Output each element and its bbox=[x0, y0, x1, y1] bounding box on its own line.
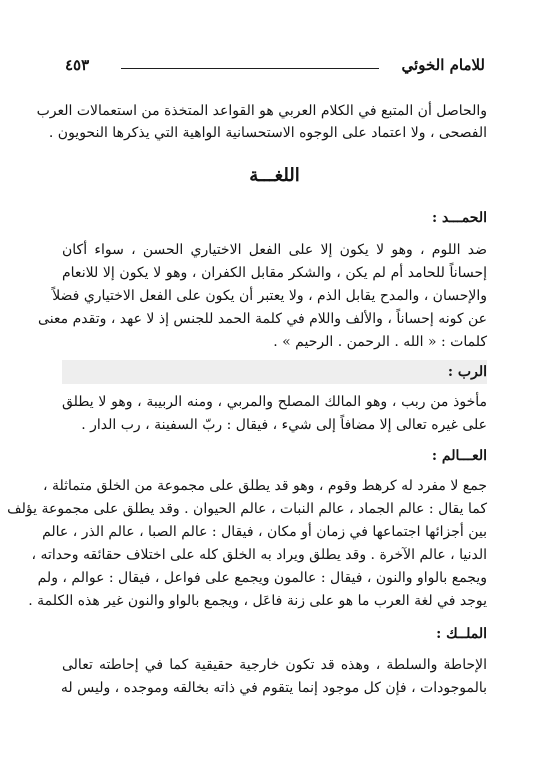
page-header bbox=[65, 50, 485, 80]
entry-line: ضد اللوم ، وهو لا يكون إلا على الفعل الاختياري الحسن ، سواء أكان bbox=[62, 242, 488, 258]
entry-line: كلمات : « الله . الرحمن . الرحيم » . bbox=[273, 334, 487, 350]
entry-term-rabb: الرب : bbox=[447, 364, 487, 380]
entry-line: بين أجزائها اجتماعها في زمان أو مكان ، فيقال : عالم الصبا ، عالم الذر ، عالم bbox=[42, 524, 487, 540]
intro-line: الفصحى ، ولا اعتماد على الوجوه الاستحسانية الواهية التي يذكرها النحويون . bbox=[48, 125, 487, 141]
entry-line: كما يقال : عالم الجماد ، عالم النبات ، عالم الحيوان . وقد يطلق على مجموعة يؤلف bbox=[7, 501, 487, 517]
entry-line: والإحسان ، والمدح يقابل الذم ، ولا يعتبر أن يكون على الفعل الاختياري فضلاً bbox=[52, 288, 487, 304]
entry-line: الإحاطة والسلطة ، وهذه قد تكون خارجية حقيقية كما في إحاطته تعالى bbox=[62, 657, 487, 673]
entry-line: مأخوذ من ربب ، وهو المالك المصلح والمربي ، ومنه الربيبة ، وهو لا يطلق bbox=[62, 394, 487, 410]
page-number: ٤٥٣ bbox=[65, 56, 90, 74]
header-rule bbox=[121, 68, 379, 69]
entry-term-mulk: الملــك : bbox=[436, 626, 487, 642]
entry-term-hamd: الحمـــد : bbox=[432, 210, 487, 226]
entry-line: يوجد في لغة العرب ما هو على زنة فاعَل ، ويجمع بالواو والنون غير هذه الكلمة . bbox=[28, 593, 487, 609]
entry-line: بالموجودات ، فإن كل موجود إنما يتقوم في ذاته بخالقه وموجده ، وليس له bbox=[60, 680, 487, 696]
entry-term-alam: العـــالم : bbox=[431, 448, 487, 464]
entry-line: الدنيا ، عالم الآخرة . وقد يطلق ويراد به الخلق كله على اختلاف حقائقه وحداته ، bbox=[31, 547, 487, 563]
entry-line: جمع لا مفرد له كرهط وقوم ، وهو قد يطلق على مجموعة من الخلق متماثلة ، bbox=[43, 478, 487, 494]
term-highlight bbox=[62, 360, 487, 384]
running-title: للامام الخوئي bbox=[401, 56, 485, 74]
entry-line: إحساناً للحامد أم لم يكن ، والشكر مقابل الكفران ، وهو لا يكون إلا للانعام bbox=[62, 265, 487, 281]
entry-line: على غيره تعالى إلا مضافاً إلى شيء ، فيقال : ربّ السفينة ، رب الدار . bbox=[81, 417, 487, 433]
intro-line: والحاصل أن المتبع في الكلام العربي هو القواعد المتخذة من استعمالات العرب bbox=[36, 103, 487, 119]
section-title: اللغـــة bbox=[249, 165, 300, 186]
entry-line: عن كونه إحساناً ، والألف واللام في كلمة الحمد للجنس إذ لا عهد ، وتقدم معنى bbox=[38, 311, 487, 327]
entry-line: ويجمع بالواو والنون ، فيقال : عالمون ويجمع على فواعل ، فيقال : عوالم ، ولم bbox=[37, 570, 487, 586]
